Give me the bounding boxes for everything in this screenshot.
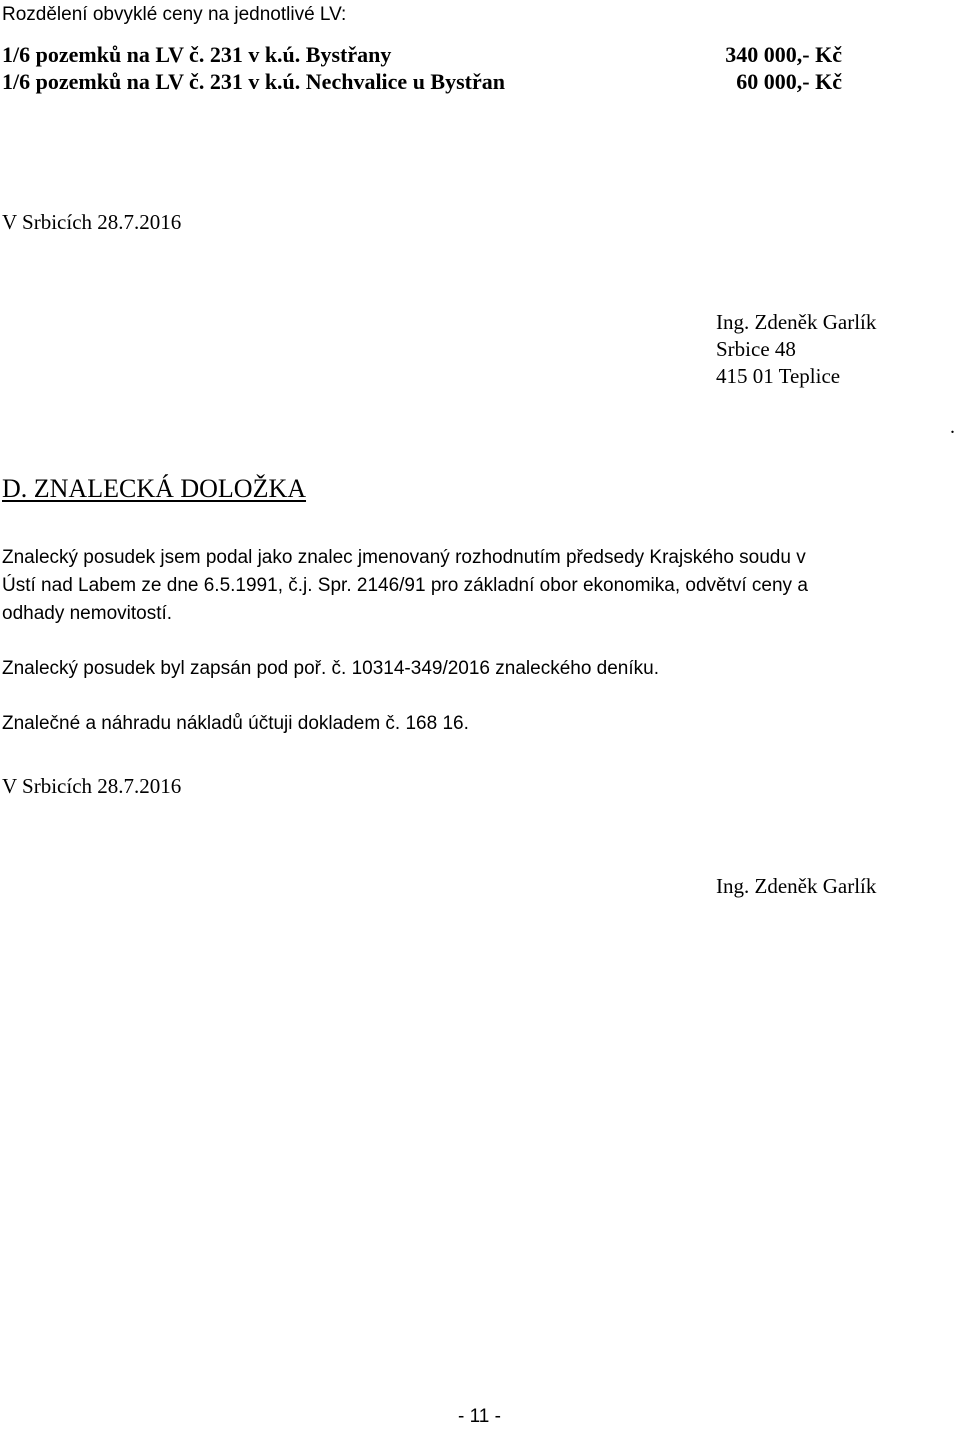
price-row-label-2: 1/6 pozemků na LV č. 231 v k.ú. Nechvalice u Bystřan bbox=[2, 69, 505, 94]
signature-city: 415 01 Teplice bbox=[716, 364, 841, 388]
price-split-intro: Rozdělení obvyklé ceny na jednotlivé LV: bbox=[2, 4, 347, 25]
signature-street: Srbice 48 bbox=[716, 337, 796, 361]
clause-paragraph-line-3: odhady nemovitostí. bbox=[2, 603, 173, 624]
signature-name-2: Ing. Zdeněk Garlík bbox=[716, 874, 877, 898]
price-row-label-1: 1/6 pozemků na LV č. 231 v k.ú. Bystřany bbox=[2, 42, 392, 67]
section-heading: D. ZNALECKÁ DOLOŽKA bbox=[2, 474, 307, 503]
fee-paragraph: Znalečné a náhradu nákladů účtuji dokladem č. 168 16. bbox=[2, 713, 469, 734]
price-row-amount-1: 340 000,- Kč bbox=[725, 42, 842, 67]
price-row-amount-2: 60 000,- Kč bbox=[736, 69, 842, 94]
stray-dot: . bbox=[950, 416, 955, 438]
place-date-2: V Srbicích 28.7.2016 bbox=[2, 774, 182, 798]
clause-paragraph-line-2: Ústí nad Labem ze dne 6.5.1991, č.j. Spr. 2146/91 pro základní obor ekonomika, odvětví ceny a bbox=[2, 575, 808, 596]
signature-name: Ing. Zdeněk Garlík bbox=[716, 310, 877, 334]
place-date-1: V Srbicích 28.7.2016 bbox=[2, 210, 182, 234]
clause-paragraph-line-1: Znalecký posudek jsem podal jako znalec jmenovaný rozhodnutím předsedy Krajského soudu v bbox=[2, 547, 806, 568]
page-number: - 11 - bbox=[458, 1406, 501, 1427]
journal-entry-paragraph: Znalecký posudek byl zapsán pod poř. č. 10314-349/2016 znaleckého deníku. bbox=[2, 658, 660, 679]
